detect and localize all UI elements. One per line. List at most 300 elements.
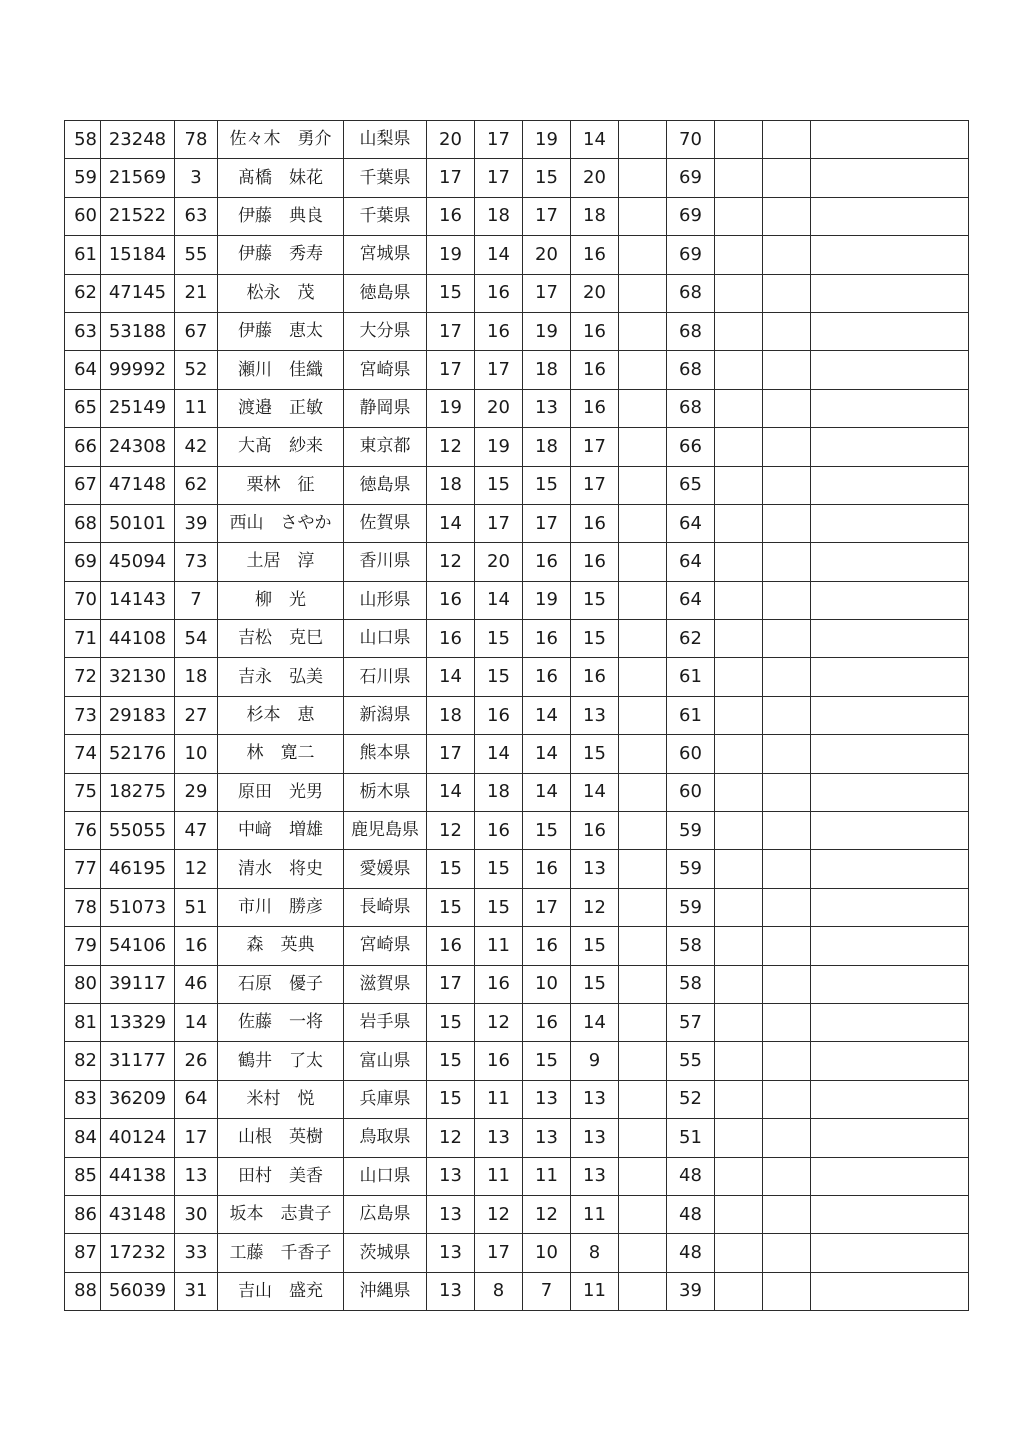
score-3-cell: 7 — [523, 1272, 571, 1310]
score-4-cell: 11 — [571, 1195, 619, 1233]
score-3-cell: 20 — [523, 236, 571, 274]
blank-cell — [715, 466, 763, 504]
player-number-cell: 14 — [175, 1003, 218, 1041]
blank-cell — [715, 1234, 763, 1272]
score-2-cell: 11 — [475, 1080, 523, 1118]
blank-cell — [715, 1080, 763, 1118]
total-score-cell: 48 — [667, 1234, 715, 1272]
total-score-cell: 69 — [667, 236, 715, 274]
score-3-cell: 10 — [523, 965, 571, 1003]
blank-cell — [715, 351, 763, 389]
score-5-cell — [619, 274, 667, 312]
remarks-cell — [811, 696, 969, 734]
score-5-cell — [619, 312, 667, 350]
remarks-cell — [811, 197, 969, 235]
score-1-cell: 15 — [427, 1003, 475, 1041]
blank-cell — [763, 543, 811, 581]
table-row — [65, 466, 969, 504]
entry-id-cell: 15184 — [101, 236, 175, 274]
score-1-cell: 19 — [427, 389, 475, 427]
score-5-cell — [619, 159, 667, 197]
entry-id-cell: 51073 — [101, 888, 175, 926]
entry-id-cell: 40124 — [101, 1119, 175, 1157]
rank-cell: 61 — [65, 236, 101, 274]
total-score-cell: 61 — [667, 696, 715, 734]
score-4-cell: 13 — [571, 1080, 619, 1118]
score-4-cell: 9 — [571, 1042, 619, 1080]
player-name-cell: 米村 悦 — [218, 1080, 344, 1118]
score-5-cell — [619, 1272, 667, 1310]
blank-cell — [763, 965, 811, 1003]
score-1-cell: 15 — [427, 1042, 475, 1080]
entry-id-cell: 25149 — [101, 389, 175, 427]
player-number-cell: 21 — [175, 274, 218, 312]
score-2-cell: 8 — [475, 1272, 523, 1310]
score-5-cell — [619, 1234, 667, 1272]
prefecture-cell: 香川県 — [344, 543, 427, 581]
player-number-cell: 62 — [175, 466, 218, 504]
remarks-cell — [811, 466, 969, 504]
score-3-cell: 14 — [523, 696, 571, 734]
score-2-cell: 14 — [475, 735, 523, 773]
score-2-cell: 11 — [475, 1157, 523, 1195]
score-3-cell: 16 — [523, 850, 571, 888]
entry-id-cell: 99992 — [101, 351, 175, 389]
blank-cell — [715, 197, 763, 235]
prefecture-cell: 千葉県 — [344, 159, 427, 197]
score-2-cell: 16 — [475, 812, 523, 850]
score-2-cell: 16 — [475, 312, 523, 350]
table-row — [65, 312, 969, 350]
rank-cell: 67 — [65, 466, 101, 504]
score-1-cell: 19 — [427, 236, 475, 274]
player-name-cell: 瀬川 佳織 — [218, 351, 344, 389]
blank-cell — [763, 620, 811, 658]
blank-cell — [763, 159, 811, 197]
player-number-cell: 42 — [175, 428, 218, 466]
prefecture-cell: 東京都 — [344, 428, 427, 466]
rank-cell: 66 — [65, 428, 101, 466]
blank-cell — [763, 850, 811, 888]
total-score-cell: 70 — [667, 121, 715, 159]
rank-cell: 75 — [65, 773, 101, 811]
remarks-cell — [811, 1080, 969, 1118]
entry-id-cell: 29183 — [101, 696, 175, 734]
score-5-cell — [619, 888, 667, 926]
score-3-cell: 19 — [523, 312, 571, 350]
score-1-cell: 12 — [427, 428, 475, 466]
player-name-cell: 佐々木 勇介 — [218, 121, 344, 159]
total-score-cell: 68 — [667, 389, 715, 427]
table-row — [65, 850, 969, 888]
score-1-cell: 13 — [427, 1272, 475, 1310]
score-2-cell: 14 — [475, 581, 523, 619]
score-5-cell — [619, 658, 667, 696]
score-4-cell: 16 — [571, 389, 619, 427]
rank-cell: 72 — [65, 658, 101, 696]
table-row — [65, 696, 969, 734]
rank-cell: 84 — [65, 1119, 101, 1157]
score-4-cell: 13 — [571, 1119, 619, 1157]
entry-id-cell: 50101 — [101, 504, 175, 542]
rank-cell: 73 — [65, 696, 101, 734]
score-3-cell: 15 — [523, 466, 571, 504]
prefecture-cell: 富山県 — [344, 1042, 427, 1080]
score-4-cell: 17 — [571, 466, 619, 504]
score-1-cell: 12 — [427, 812, 475, 850]
player-number-cell: 46 — [175, 965, 218, 1003]
rank-cell: 85 — [65, 1157, 101, 1195]
total-score-cell: 52 — [667, 1080, 715, 1118]
table-row — [65, 965, 969, 1003]
prefecture-cell: 石川県 — [344, 658, 427, 696]
blank-cell — [763, 428, 811, 466]
score-1-cell: 13 — [427, 1157, 475, 1195]
table-row — [65, 428, 969, 466]
table-row — [65, 274, 969, 312]
blank-cell — [715, 504, 763, 542]
score-3-cell: 13 — [523, 1080, 571, 1118]
player-number-cell: 33 — [175, 1234, 218, 1272]
score-4-cell: 16 — [571, 351, 619, 389]
prefecture-cell: 徳島県 — [344, 466, 427, 504]
score-2-cell: 16 — [475, 696, 523, 734]
score-5-cell — [619, 351, 667, 389]
score-5-cell — [619, 1003, 667, 1041]
player-number-cell: 30 — [175, 1195, 218, 1233]
score-4-cell: 15 — [571, 927, 619, 965]
prefecture-cell: 宮崎県 — [344, 351, 427, 389]
score-2-cell: 15 — [475, 888, 523, 926]
player-name-cell: 森 英典 — [218, 927, 344, 965]
score-2-cell: 12 — [475, 1003, 523, 1041]
score-2-cell: 12 — [475, 1195, 523, 1233]
prefecture-cell: 滋賀県 — [344, 965, 427, 1003]
total-score-cell: 68 — [667, 351, 715, 389]
blank-cell — [763, 1195, 811, 1233]
total-score-cell: 65 — [667, 466, 715, 504]
blank-cell — [715, 927, 763, 965]
score-4-cell: 16 — [571, 543, 619, 581]
score-3-cell: 15 — [523, 812, 571, 850]
score-1-cell: 18 — [427, 696, 475, 734]
player-name-cell: 鶴井 了太 — [218, 1042, 344, 1080]
table-row — [65, 236, 969, 274]
score-2-cell: 20 — [475, 389, 523, 427]
prefecture-cell: 宮城県 — [344, 236, 427, 274]
rank-cell: 74 — [65, 735, 101, 773]
rank-cell: 86 — [65, 1195, 101, 1233]
score-5-cell — [619, 1195, 667, 1233]
player-name-cell: 吉山 盛充 — [218, 1272, 344, 1310]
prefecture-cell: 沖縄県 — [344, 1272, 427, 1310]
entry-id-cell: 44138 — [101, 1157, 175, 1195]
table-row — [65, 1234, 969, 1272]
rank-cell: 65 — [65, 389, 101, 427]
prefecture-cell: 広島県 — [344, 1195, 427, 1233]
player-number-cell: 18 — [175, 658, 218, 696]
remarks-cell — [811, 504, 969, 542]
entry-id-cell: 21522 — [101, 197, 175, 235]
table-row — [65, 620, 969, 658]
blank-cell — [763, 1003, 811, 1041]
blank-cell — [715, 1272, 763, 1310]
score-2-cell: 11 — [475, 927, 523, 965]
rank-cell: 83 — [65, 1080, 101, 1118]
total-score-cell: 48 — [667, 1157, 715, 1195]
score-2-cell: 15 — [475, 850, 523, 888]
total-score-cell: 60 — [667, 735, 715, 773]
remarks-cell — [811, 428, 969, 466]
score-3-cell: 14 — [523, 773, 571, 811]
total-score-cell: 59 — [667, 888, 715, 926]
score-5-cell — [619, 389, 667, 427]
remarks-cell — [811, 658, 969, 696]
prefecture-cell: 鳥取県 — [344, 1119, 427, 1157]
table-row — [65, 1119, 969, 1157]
blank-cell — [715, 850, 763, 888]
entry-id-cell: 47145 — [101, 274, 175, 312]
player-number-cell: 64 — [175, 1080, 218, 1118]
table-row — [65, 1195, 969, 1233]
blank-cell — [763, 197, 811, 235]
player-name-cell: 大髙 紗来 — [218, 428, 344, 466]
score-3-cell: 13 — [523, 1119, 571, 1157]
score-4-cell: 12 — [571, 888, 619, 926]
table-row — [65, 773, 969, 811]
score-3-cell: 17 — [523, 197, 571, 235]
blank-cell — [763, 1234, 811, 1272]
total-score-cell: 69 — [667, 197, 715, 235]
player-name-cell: 山根 英樹 — [218, 1119, 344, 1157]
rank-cell: 70 — [65, 581, 101, 619]
score-3-cell: 15 — [523, 159, 571, 197]
blank-cell — [763, 658, 811, 696]
table-row — [65, 121, 969, 159]
player-number-cell: 78 — [175, 121, 218, 159]
blank-cell — [763, 351, 811, 389]
score-3-cell: 18 — [523, 351, 571, 389]
table-row — [65, 888, 969, 926]
entry-id-cell: 56039 — [101, 1272, 175, 1310]
score-5-cell — [619, 773, 667, 811]
player-name-cell: 佐藤 一将 — [218, 1003, 344, 1041]
prefecture-cell: 山口県 — [344, 1157, 427, 1195]
blank-cell — [715, 1157, 763, 1195]
remarks-cell — [811, 1272, 969, 1310]
total-score-cell: 61 — [667, 658, 715, 696]
entry-id-cell: 24308 — [101, 428, 175, 466]
remarks-cell — [811, 1234, 969, 1272]
score-3-cell: 18 — [523, 428, 571, 466]
blank-cell — [715, 812, 763, 850]
score-2-cell: 17 — [475, 159, 523, 197]
total-score-cell: 68 — [667, 274, 715, 312]
player-name-cell: 柳 光 — [218, 581, 344, 619]
blank-cell — [715, 888, 763, 926]
score-5-cell — [619, 1042, 667, 1080]
rank-cell: 81 — [65, 1003, 101, 1041]
table-row — [65, 389, 969, 427]
score-4-cell: 20 — [571, 159, 619, 197]
score-2-cell: 14 — [475, 236, 523, 274]
blank-cell — [763, 274, 811, 312]
player-number-cell: 12 — [175, 850, 218, 888]
score-1-cell: 12 — [427, 1119, 475, 1157]
player-number-cell: 39 — [175, 504, 218, 542]
blank-cell — [763, 927, 811, 965]
score-5-cell — [619, 1157, 667, 1195]
entry-id-cell: 39117 — [101, 965, 175, 1003]
score-1-cell: 17 — [427, 159, 475, 197]
score-4-cell: 16 — [571, 504, 619, 542]
total-score-cell: 64 — [667, 543, 715, 581]
entry-id-cell: 23248 — [101, 121, 175, 159]
blank-cell — [715, 236, 763, 274]
player-name-cell: 杉本 恵 — [218, 696, 344, 734]
remarks-cell — [811, 351, 969, 389]
results-body — [65, 121, 969, 1311]
player-name-cell: 中﨑 増雄 — [218, 812, 344, 850]
score-5-cell — [619, 696, 667, 734]
rank-cell: 59 — [65, 159, 101, 197]
blank-cell — [715, 543, 763, 581]
blank-cell — [763, 735, 811, 773]
score-1-cell: 13 — [427, 1195, 475, 1233]
remarks-cell — [811, 620, 969, 658]
score-5-cell — [619, 121, 667, 159]
blank-cell — [715, 121, 763, 159]
table-row — [65, 581, 969, 619]
blank-cell — [763, 1157, 811, 1195]
remarks-cell — [811, 274, 969, 312]
player-number-cell: 63 — [175, 197, 218, 235]
player-number-cell: 29 — [175, 773, 218, 811]
blank-cell — [715, 274, 763, 312]
score-2-cell: 16 — [475, 274, 523, 312]
table-row — [65, 1003, 969, 1041]
prefecture-cell: 新潟県 — [344, 696, 427, 734]
rank-cell: 58 — [65, 121, 101, 159]
player-name-cell: 栗林 征 — [218, 466, 344, 504]
remarks-cell — [811, 236, 969, 274]
remarks-cell — [811, 812, 969, 850]
table-row — [65, 504, 969, 542]
score-4-cell: 15 — [571, 581, 619, 619]
blank-cell — [763, 1042, 811, 1080]
prefecture-cell: 茨城県 — [344, 1234, 427, 1272]
score-2-cell: 17 — [475, 351, 523, 389]
score-5-cell — [619, 236, 667, 274]
blank-cell — [715, 1195, 763, 1233]
player-name-cell: 坂本 志貴子 — [218, 1195, 344, 1233]
blank-cell — [715, 428, 763, 466]
entry-id-cell: 52176 — [101, 735, 175, 773]
total-score-cell: 66 — [667, 428, 715, 466]
score-4-cell: 13 — [571, 1157, 619, 1195]
player-name-cell: 松永 茂 — [218, 274, 344, 312]
blank-cell — [715, 1003, 763, 1041]
entry-id-cell: 47148 — [101, 466, 175, 504]
score-2-cell: 19 — [475, 428, 523, 466]
score-1-cell: 17 — [427, 312, 475, 350]
remarks-cell — [811, 1042, 969, 1080]
player-name-cell: 伊藤 秀寿 — [218, 236, 344, 274]
table-row — [65, 735, 969, 773]
score-1-cell: 16 — [427, 581, 475, 619]
score-3-cell: 17 — [523, 504, 571, 542]
player-number-cell: 11 — [175, 389, 218, 427]
score-3-cell: 10 — [523, 1234, 571, 1272]
player-name-cell: 清水 将史 — [218, 850, 344, 888]
rank-cell: 79 — [65, 927, 101, 965]
score-1-cell: 13 — [427, 1234, 475, 1272]
prefecture-cell: 山口県 — [344, 620, 427, 658]
rank-cell: 69 — [65, 543, 101, 581]
score-3-cell: 13 — [523, 389, 571, 427]
player-name-cell: 市川 勝彦 — [218, 888, 344, 926]
table-row — [65, 543, 969, 581]
entry-id-cell: 55055 — [101, 812, 175, 850]
blank-cell — [763, 121, 811, 159]
player-number-cell: 54 — [175, 620, 218, 658]
rank-cell: 77 — [65, 850, 101, 888]
remarks-cell — [811, 159, 969, 197]
remarks-cell — [811, 389, 969, 427]
score-1-cell: 16 — [427, 620, 475, 658]
score-4-cell: 15 — [571, 965, 619, 1003]
score-1-cell: 14 — [427, 773, 475, 811]
player-number-cell: 3 — [175, 159, 218, 197]
score-5-cell — [619, 428, 667, 466]
player-name-cell: 渡邉 正敏 — [218, 389, 344, 427]
player-number-cell: 17 — [175, 1119, 218, 1157]
score-2-cell: 20 — [475, 543, 523, 581]
score-2-cell: 15 — [475, 620, 523, 658]
remarks-cell — [811, 773, 969, 811]
score-3-cell: 16 — [523, 1003, 571, 1041]
total-score-cell: 62 — [667, 620, 715, 658]
score-4-cell: 13 — [571, 850, 619, 888]
score-3-cell: 16 — [523, 658, 571, 696]
score-4-cell: 14 — [571, 773, 619, 811]
player-number-cell: 10 — [175, 735, 218, 773]
score-4-cell: 13 — [571, 696, 619, 734]
score-2-cell: 13 — [475, 1119, 523, 1157]
total-score-cell: 58 — [667, 927, 715, 965]
score-5-cell — [619, 1119, 667, 1157]
rank-cell: 82 — [65, 1042, 101, 1080]
blank-cell — [763, 888, 811, 926]
remarks-cell — [811, 927, 969, 965]
entry-id-cell: 43148 — [101, 1195, 175, 1233]
entry-id-cell: 18275 — [101, 773, 175, 811]
rank-cell: 63 — [65, 312, 101, 350]
player-name-cell: 西山 さやか — [218, 504, 344, 542]
score-4-cell: 15 — [571, 620, 619, 658]
entry-id-cell: 17232 — [101, 1234, 175, 1272]
prefecture-cell: 栃木県 — [344, 773, 427, 811]
score-5-cell — [619, 504, 667, 542]
blank-cell — [763, 1272, 811, 1310]
blank-cell — [715, 1119, 763, 1157]
prefecture-cell: 兵庫県 — [344, 1080, 427, 1118]
blank-cell — [715, 1042, 763, 1080]
player-name-cell: 工藤 千香子 — [218, 1234, 344, 1272]
score-4-cell: 16 — [571, 812, 619, 850]
score-1-cell: 17 — [427, 735, 475, 773]
score-2-cell: 16 — [475, 1042, 523, 1080]
